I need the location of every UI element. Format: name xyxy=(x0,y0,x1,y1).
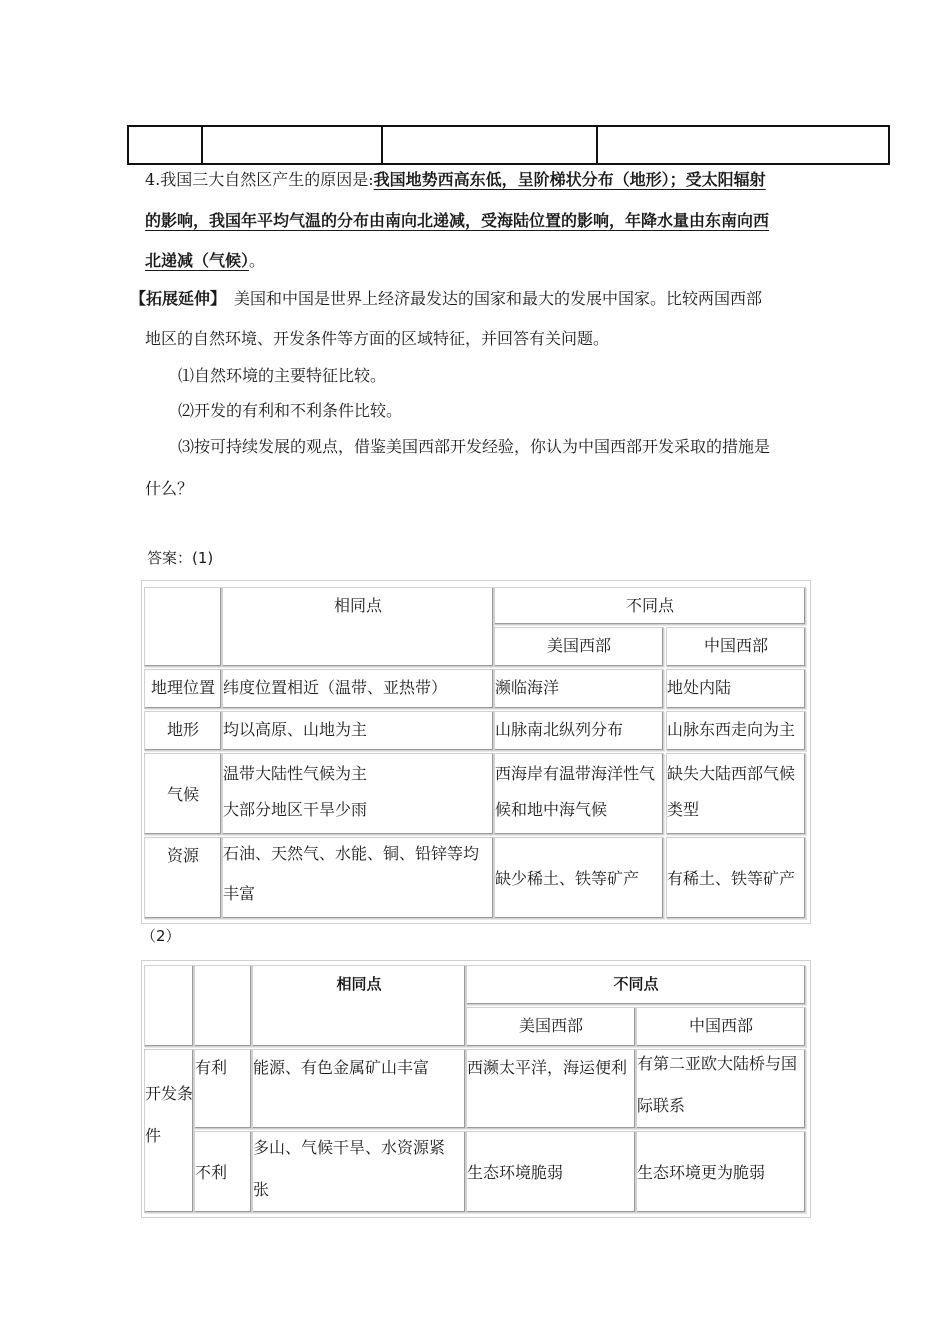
t2-cn-cell xyxy=(636,1049,806,1129)
t1-same-text: 温带大陆性气候为主 xyxy=(223,764,368,783)
t1-row-label-cell xyxy=(144,837,222,919)
t1-row-label: 气候 xyxy=(166,785,199,804)
t1-same-text: 石油、天然气、水能、铜、铅锌等均 xyxy=(223,844,480,863)
t2-cn-west-label: 中国西部 xyxy=(688,1016,753,1035)
table-divider xyxy=(381,127,383,163)
q4-answer-line3: 北递减（气候） xyxy=(145,251,250,270)
t1-row-label-cell xyxy=(144,711,222,751)
t1-cn-text: 缺失大陆西部气候 xyxy=(667,764,796,783)
t1-us-west-label: 美国西部 xyxy=(546,636,611,655)
t1-us-cell xyxy=(494,669,664,709)
t1-cn-text: 山脉东西走向为主 xyxy=(667,720,796,739)
extension-q2: ⑵开发的有利和不利条件比较。 xyxy=(178,401,403,420)
t2-diff-header xyxy=(466,965,806,1005)
t1-us-cell xyxy=(494,711,664,751)
t1-cn-cell xyxy=(666,711,806,751)
t1-us-text: 缺少稀土、铁等矿产 xyxy=(495,869,640,888)
t1-us-text: 西海岸有温带海洋性气 xyxy=(495,764,656,783)
t1-us-text: 濒临海洋 xyxy=(495,678,560,697)
extension-q3: ⑶按可持续发展的观点，借鉴美国西部开发经验，你认为中国西部开发采取的措施是 xyxy=(178,437,771,456)
t1-row-label-cell xyxy=(144,669,222,709)
t1-same-text: 均以高原、山地为主 xyxy=(223,720,368,739)
t1-same-text: 丰富 xyxy=(223,884,256,903)
t1-same-cell xyxy=(222,669,494,709)
t2-same-text: 张 xyxy=(253,1180,270,1199)
t1-cn-text: 地处内陆 xyxy=(667,678,732,697)
t2-us-cell xyxy=(466,1131,636,1213)
table-divider xyxy=(596,127,598,163)
t2-row-label-cell xyxy=(194,1049,252,1129)
t1-same-label: 相同点 xyxy=(333,596,382,615)
extension-line2: 地区的自然环境、开发条件等方面的区域特征，并回答有关问题。 xyxy=(145,329,610,348)
t1-us-west-header xyxy=(494,627,664,667)
t1-cn-text: 有稀土、铁等矿产 xyxy=(667,869,796,888)
part2-label: （2） xyxy=(141,927,181,945)
extension-q3-cont: 什么？ xyxy=(145,479,194,498)
t2-us-text: 生态环境脆弱 xyxy=(467,1163,564,1182)
t1-same-header xyxy=(222,587,494,667)
t1-cn-cell xyxy=(666,837,806,919)
t1-corner-cell xyxy=(144,587,222,667)
t1-same-text: 大部分地区干旱少雨 xyxy=(223,800,368,819)
t2-same-label: 相同点 xyxy=(336,975,382,993)
t1-same-text: 纬度位置相近（温带、亚热带） xyxy=(223,678,448,697)
t2-same-cell xyxy=(252,1131,466,1213)
extension-tag: 【拓展延伸】 xyxy=(130,289,227,308)
q4-lead: 4.我国三大自然区产生的原因是: xyxy=(145,170,374,189)
t2-corner-cell xyxy=(144,965,194,1047)
t2-group-label: 件 xyxy=(145,1126,162,1145)
t1-cn-west-label: 中国西部 xyxy=(703,636,768,655)
t2-cn-west-header xyxy=(636,1007,806,1047)
q4-answer-line1: 我国地势西高东低，呈阶梯状分布（地形）；受太阳辐射 xyxy=(373,170,766,189)
extension-line1 xyxy=(130,289,762,309)
t1-cn-cell xyxy=(666,669,806,709)
t2-cn-cell xyxy=(636,1131,806,1213)
t1-us-text: 候和地中海气候 xyxy=(495,800,608,819)
t1-cn-text: 类型 xyxy=(667,800,700,819)
t2-cn-text: 有第二亚欧大陆桥与国 xyxy=(637,1054,798,1073)
t1-row-label-cell xyxy=(144,753,222,835)
t2-us-text: 西濒太平洋，海运便利 xyxy=(467,1058,628,1077)
t2-same-header xyxy=(252,965,466,1047)
extension-text1: 美国和中国是世界上经济最发达的国家和最大的发展中国家。比较两国西部 xyxy=(234,289,763,308)
t1-diff-label: 不同点 xyxy=(625,596,674,615)
t2-group-label: 开发条 xyxy=(145,1084,194,1103)
answer-table-1 xyxy=(141,580,811,924)
t1-row-label: 地形 xyxy=(166,720,199,739)
top-empty-table xyxy=(127,125,890,165)
extension-q1: ⑴自然环境的主要特征比较。 xyxy=(178,366,387,385)
t2-cn-text: 生态环境更为脆弱 xyxy=(637,1163,766,1182)
table-divider xyxy=(201,127,203,163)
t1-diff-header xyxy=(494,587,806,625)
t1-us-text: 山脉南北纵列分布 xyxy=(495,720,624,739)
q4-answer-line2: 的影响，我国年平均气温的分布由南向北递减，受海陆位置的影响，年降水量由东南向西 xyxy=(145,211,770,230)
answer-table-2 xyxy=(141,960,811,1218)
t2-us-west-label: 美国西部 xyxy=(518,1016,583,1035)
t1-us-cell xyxy=(494,753,664,835)
t2-row-label-cell xyxy=(194,1131,252,1213)
q4-line1 xyxy=(145,170,766,190)
t1-cn-cell xyxy=(666,753,806,835)
t1-cn-west-header xyxy=(666,627,806,667)
t2-row-label: 有利 xyxy=(195,1058,228,1077)
t2-corner-cell xyxy=(194,965,252,1047)
q4-line3 xyxy=(145,251,265,271)
t1-us-cell xyxy=(494,837,664,919)
t2-same-cell xyxy=(252,1049,466,1129)
q4-end: 。 xyxy=(249,251,266,270)
t1-row-label: 资源 xyxy=(166,846,199,865)
t1-same-cell xyxy=(222,711,494,751)
t2-us-cell xyxy=(466,1049,636,1129)
t2-cn-text: 际联系 xyxy=(637,1096,686,1115)
answer-label: 答案：(1) xyxy=(147,549,214,567)
t2-same-text: 多山、气候干旱、水资源紧 xyxy=(253,1138,446,1157)
t1-same-cell xyxy=(222,837,494,919)
t2-us-west-header xyxy=(466,1007,636,1047)
t2-row-label: 不利 xyxy=(195,1163,228,1182)
t1-row-label: 地理位置 xyxy=(150,678,215,697)
t2-same-text: 能源、有色金属矿山丰富 xyxy=(253,1058,430,1077)
t1-same-cell xyxy=(222,753,494,835)
t2-group-label-cell xyxy=(144,1049,194,1213)
t2-diff-label: 不同点 xyxy=(613,975,659,993)
